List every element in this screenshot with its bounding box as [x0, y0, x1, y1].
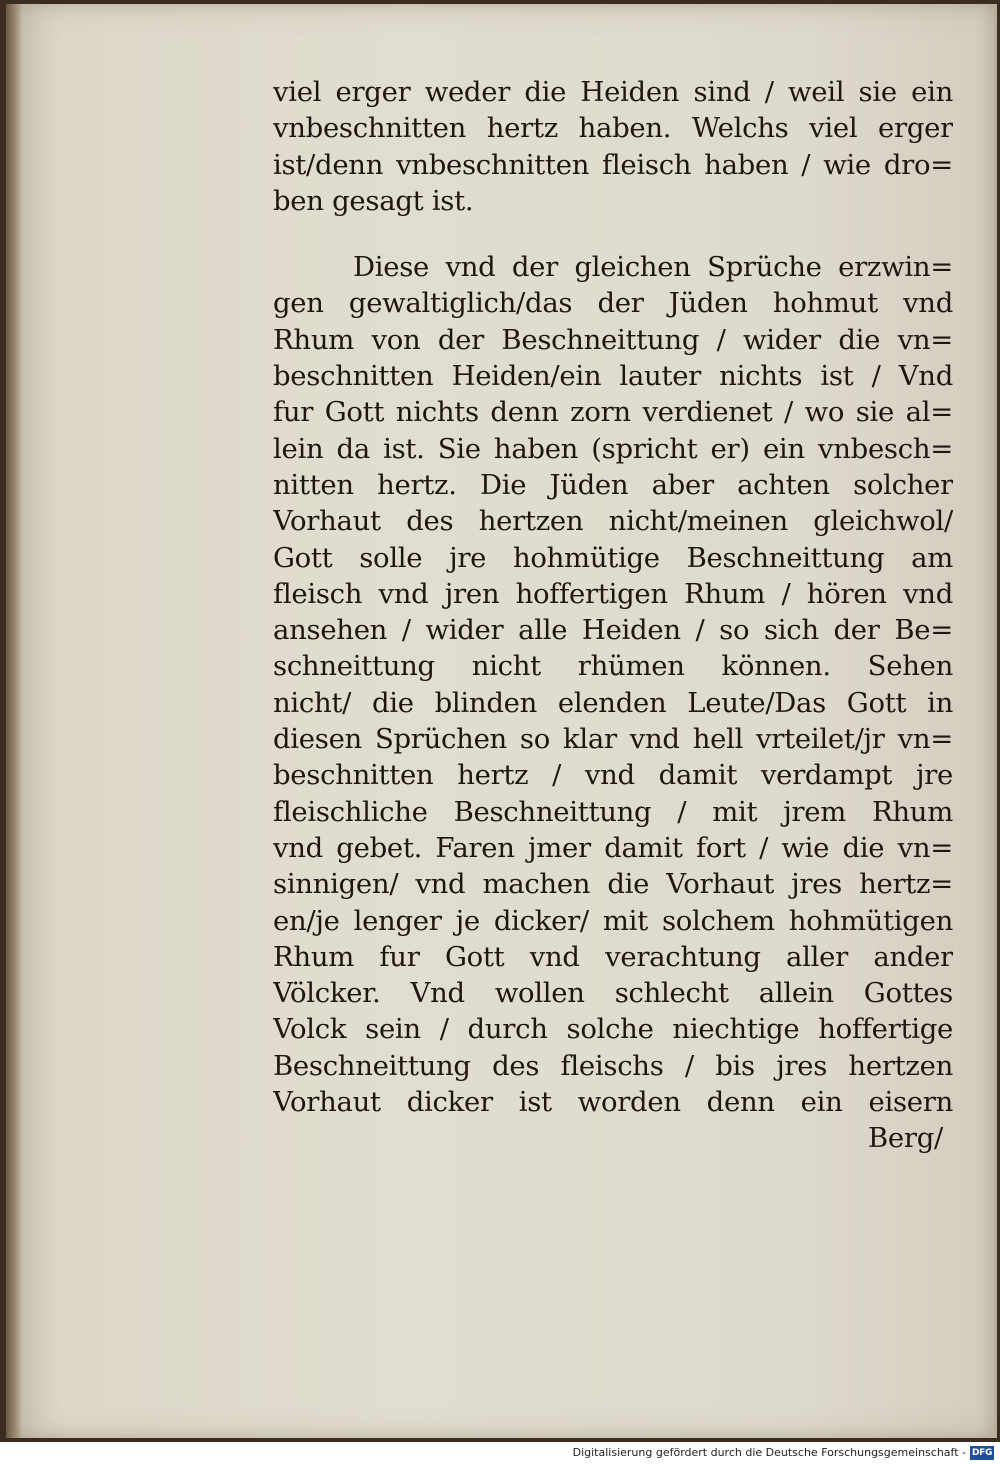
text-line: viel erger weder die Heiden sind / weil sie ein [273, 76, 953, 108]
text-line: sinnigen/ vnd machen die Vorhaut jres hertz= [273, 868, 953, 901]
text-line: fleisch vnd jren hoffertigen Rhum / hören vnd [273, 577, 953, 610]
text-line: ist/denn vnbeschnitten fleisch haben / wie dro= [273, 148, 953, 181]
text-line: nitten hertz. Die Jüden aber achten solcher [273, 468, 953, 501]
text-line: Rhum von der Beschneittung / wider die vn= [273, 323, 953, 356]
text-line: vnbeschnitten hertz haben. Welchs viel erger [273, 112, 953, 145]
text-block [273, 74, 953, 1157]
text-line: fur Gott nichts denn zorn verdienet / wo sie al= [273, 396, 953, 429]
text-line: Volck sein / durch solche niechtige hoffertige [273, 1013, 953, 1046]
catchword: Berg/ [868, 1122, 943, 1155]
text-line: Rhum fur Gott vnd verachtung aller ander [273, 940, 953, 973]
text-line: fleischliche Beschneittung / mit jrem Rhum [273, 795, 953, 828]
text-line: Völcker. Vnd wollen schlecht allein Gottes [273, 977, 953, 1010]
dfg-logo: DFG [971, 1448, 993, 1458]
text-line: Gott solle jre hohmütige Beschneittung am [273, 541, 953, 574]
page-spine-shadow [6, 4, 22, 1438]
text-line: beschnitten hertz / vnd damit verdampt jre [273, 759, 953, 792]
text-line: Diese vnd der gleichen Sprüche erzwin= [353, 251, 953, 284]
digitization-credit: Digitalisierung gefördert durch die Deutsche Forschungsgemeinschaft - [572, 1446, 966, 1459]
text-line: ansehen / wider alle Heiden / so sich der Be= [273, 614, 953, 647]
text-line: lein da ist. Sie haben (spricht er) ein vnbesch= [273, 432, 953, 465]
text-line: Beschneittung des fleischs / bis jres hertzen [273, 1049, 953, 1082]
paragraph-gap [273, 219, 953, 249]
text-line: Vorhaut dicker ist worden denn ein eisern [273, 1086, 953, 1119]
text-line: diesen Sprüchen so klar vnd hell vrteilet/jr vn= [273, 723, 953, 756]
text-line: en/je lenger je dicker/ mit solchem hohmütigen [273, 904, 953, 937]
text-line: ben gesagt ist. [273, 184, 474, 217]
text-line: schneittung nicht rhümen können. Sehen [273, 650, 953, 683]
text-line: beschnitten Heiden/ein lauter nichts ist / Vnd [273, 360, 953, 393]
text-line: vnd gebet. Faren jmer damit fort / wie die vn= [273, 831, 953, 864]
text-line: nicht/ die blinden elenden Leute/Das Gott in [273, 686, 953, 719]
text-line: gen gewaltiglich/das der Jüden hohmut vnd [273, 287, 953, 320]
text-line: Vorhaut des hertzen nicht/meinen gleichwol/ [273, 505, 953, 538]
